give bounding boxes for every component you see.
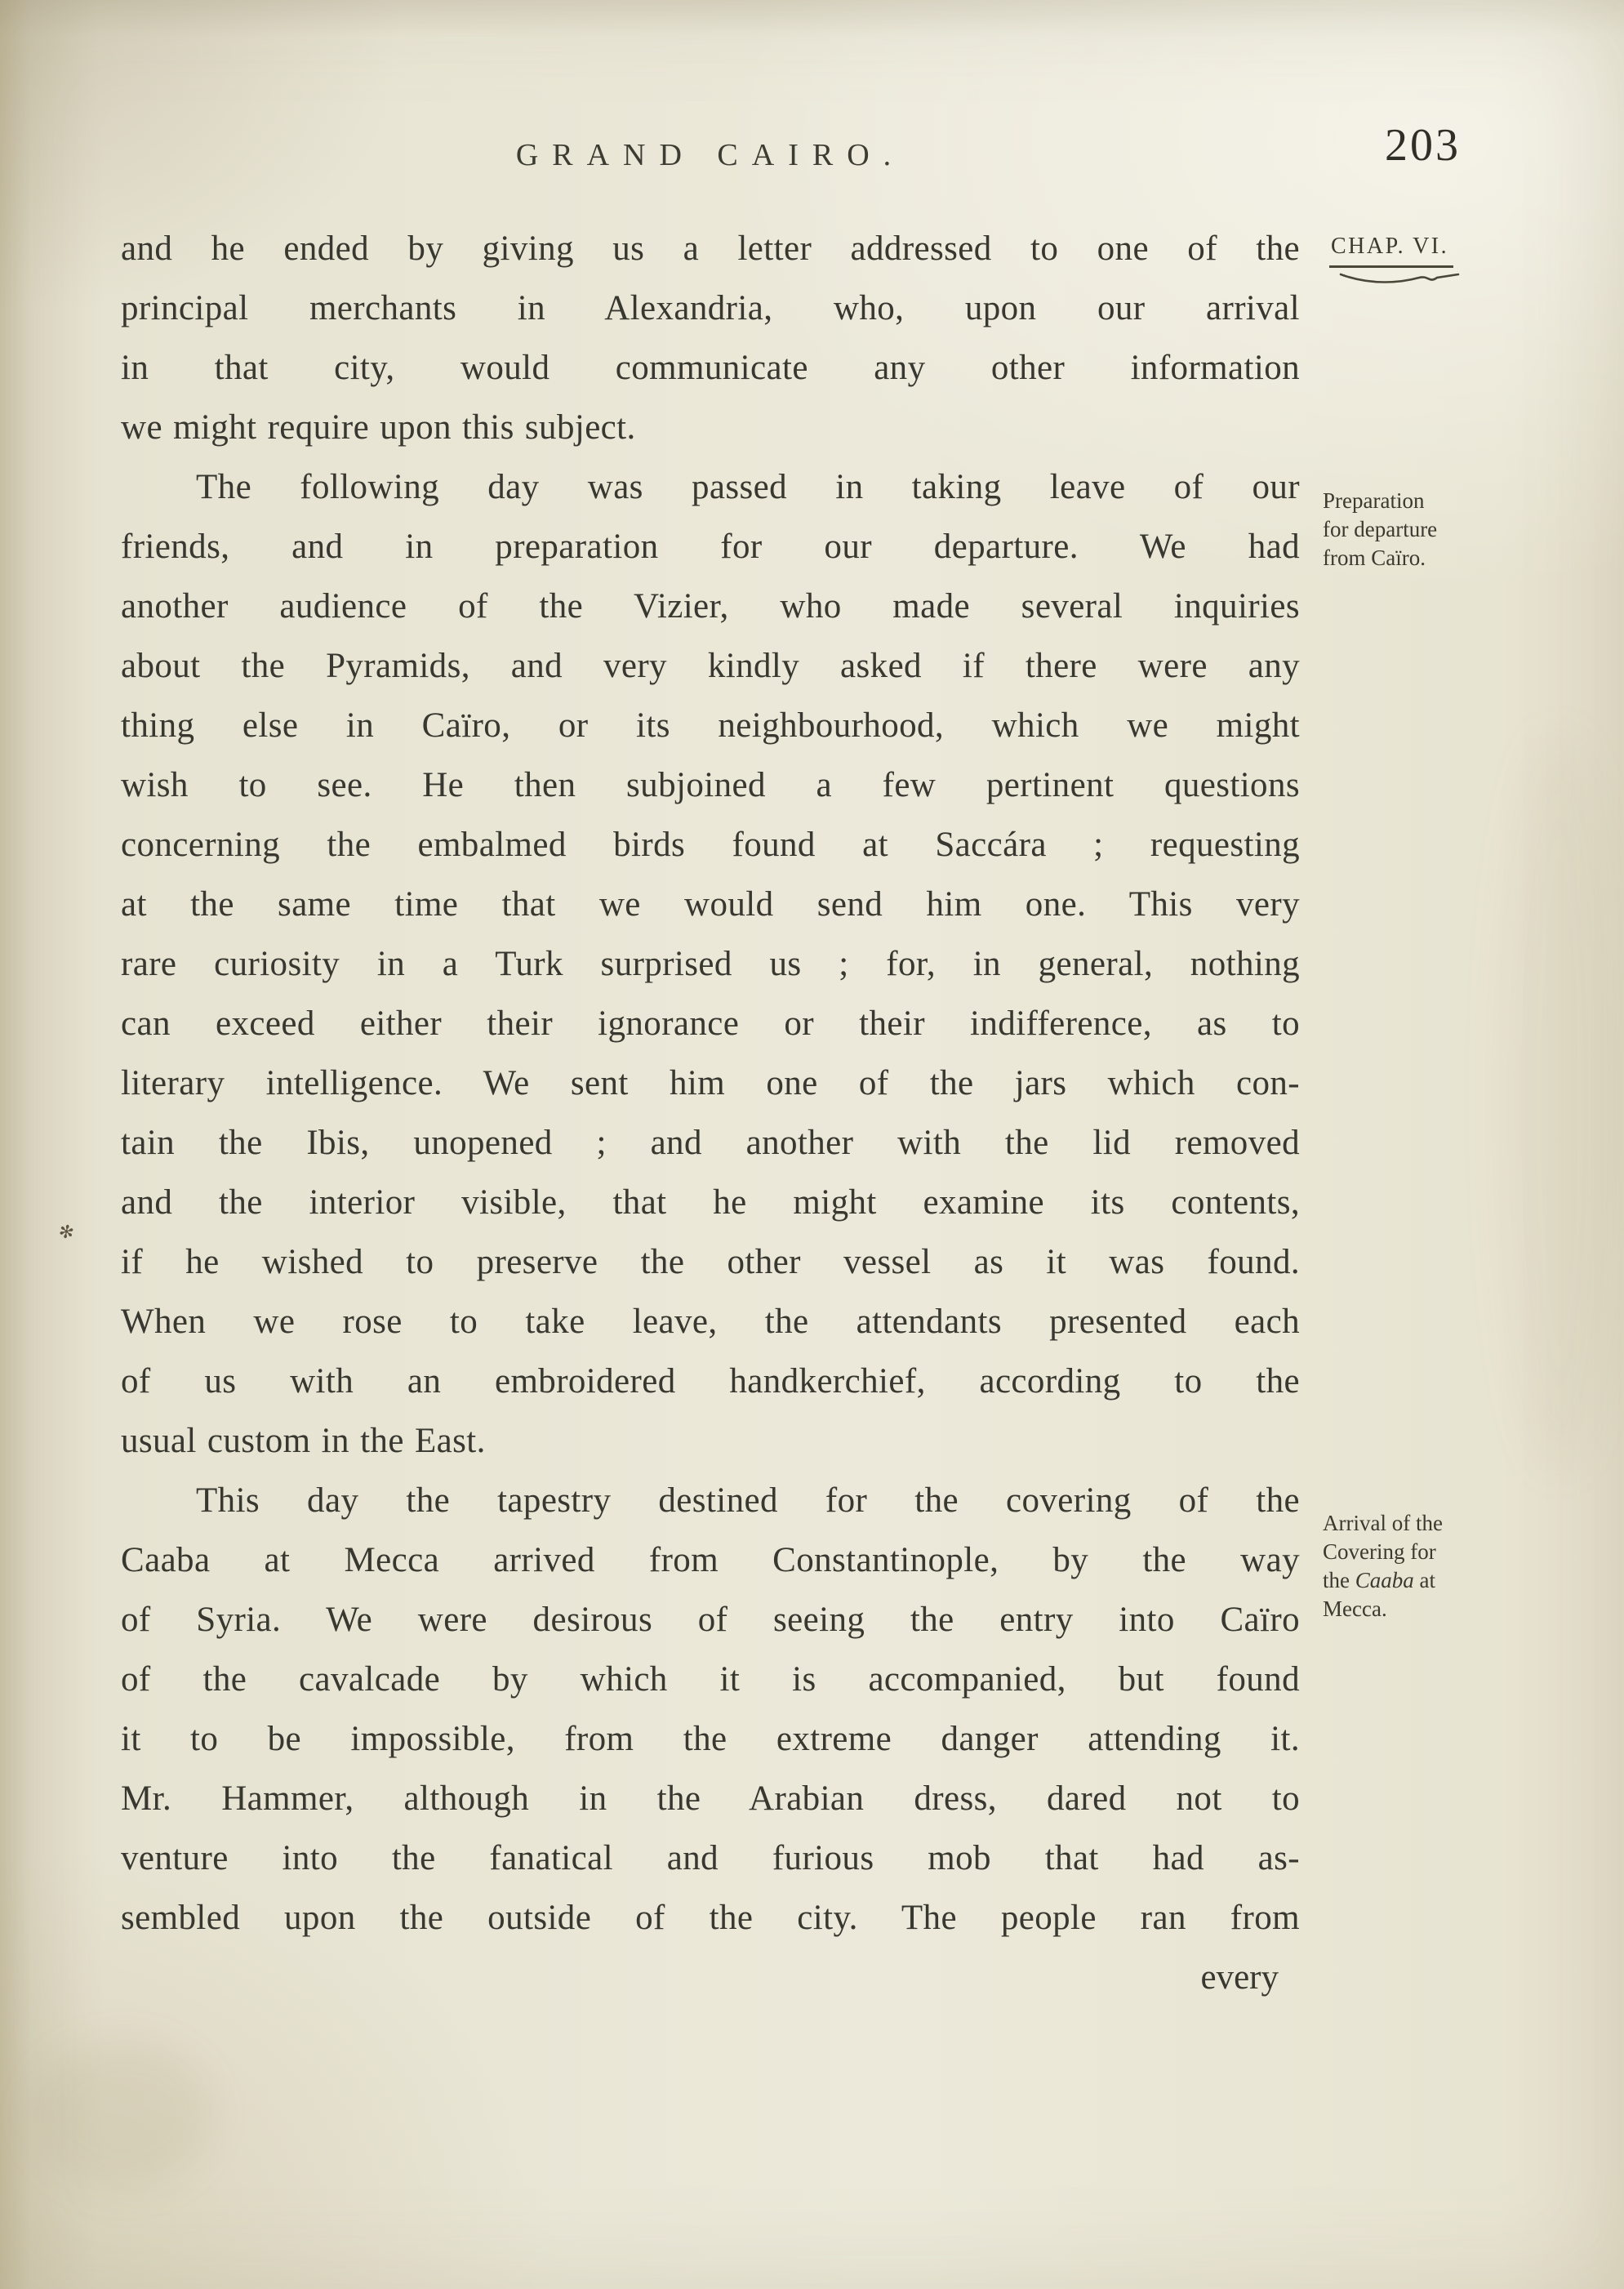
paper-stain xyxy=(1502,735,1617,1470)
chapter-label: CHAP. VI. xyxy=(1329,234,1453,268)
text-line: in that city, would communicate any other information xyxy=(121,349,1300,387)
margin-note-arrival xyxy=(1323,1509,1527,1623)
margin-note-preparation xyxy=(1323,487,1527,572)
text-line: it to be impossible, from the extreme danger attending it. xyxy=(121,1720,1300,1758)
text-line: literary intelligence. We sent him one of the jars which con- xyxy=(121,1064,1300,1102)
margin-note-line: Covering for xyxy=(1323,1539,1436,1564)
text-line: Caaba at Mecca arrived from Constantinople, by the way xyxy=(121,1541,1300,1579)
text-line: friends, and in preparation for our departure. We had xyxy=(121,528,1300,566)
text-line: principal merchants in Alexandria, who, upon our arrival xyxy=(121,289,1300,327)
margin-note-line: the Caaba at xyxy=(1323,1568,1436,1592)
margin-note-line: Preparation xyxy=(1323,488,1425,513)
catchword: every xyxy=(1200,1958,1279,1997)
paragraph xyxy=(121,457,1300,1471)
margin-note-line: from Caïro. xyxy=(1323,546,1426,570)
text-line: The following day was passed in taking leave of our xyxy=(196,468,1300,506)
ink-mark: ✻ xyxy=(56,1220,76,1244)
paragraph xyxy=(121,219,1300,457)
flourish-underline-icon xyxy=(1336,270,1466,288)
text-line: sembled upon the outside of the city. The people ran from xyxy=(121,1899,1300,1937)
text-line: can exceed either their ignorance or their indifference, as to xyxy=(121,1004,1300,1043)
text-line: about the Pyramids, and very kindly asked if there were any xyxy=(121,647,1300,685)
text-line: of Syria. We were desirous of seeing the entry into Caïro xyxy=(121,1601,1300,1639)
paragraph xyxy=(121,1471,1300,1948)
text-line: Mr. Hammer, although in the Arabian dress, dared not to xyxy=(121,1779,1300,1818)
page-number: 203 xyxy=(1385,120,1461,171)
text-line: concerning the embalmed birds found at Saccára ; requesting xyxy=(121,826,1300,864)
text-line: if he wished to preserve the other vessel as it was found. xyxy=(121,1243,1300,1281)
paper-stain xyxy=(33,2042,212,2189)
text-line: and he ended by giving us a letter addressed to one of the xyxy=(121,229,1300,268)
text-body xyxy=(121,219,1300,2007)
text-line: When we rose to take leave, the attendants presented each xyxy=(121,1303,1300,1341)
text-line: of the cavalcade by which it is accompanied, but found xyxy=(121,1660,1300,1699)
text-line: venture into the fanatical and furious mob that had as- xyxy=(121,1839,1300,1877)
text-line: wish to see. He then subjoined a few pertinent questions xyxy=(121,766,1300,804)
text-line: at the same time that we would send him one. This very xyxy=(121,885,1300,924)
text-line: of us with an embroidered handkerchief, according to the xyxy=(121,1362,1300,1401)
margin-note-line: Mecca. xyxy=(1323,1597,1387,1621)
text-line: thing else in Caïro, or its neighbourhood, which we might xyxy=(121,706,1300,745)
margin-note-line: Arrival of the xyxy=(1323,1511,1443,1535)
text-line: tain the Ibis, unopened ; and another with the lid removed xyxy=(121,1124,1300,1162)
chapter-heading xyxy=(1329,234,1484,288)
text-line: This day the tapestry destined for the covering of the xyxy=(196,1481,1300,1520)
text-line: usual custom in the East. xyxy=(121,1422,486,1460)
text-line: rare curiosity in a Turk surprised us ; for, in general, nothing xyxy=(121,945,1300,983)
text-line: another audience of the Vizier, who made several inquiries xyxy=(121,587,1300,626)
text-line: and the interior visible, that he might examine its contents, xyxy=(121,1183,1300,1222)
running-head-title: GRAND CAIRO. xyxy=(515,138,905,172)
margin-note-line: for departure xyxy=(1323,517,1438,541)
text-line: we might require upon this subject. xyxy=(121,408,636,447)
